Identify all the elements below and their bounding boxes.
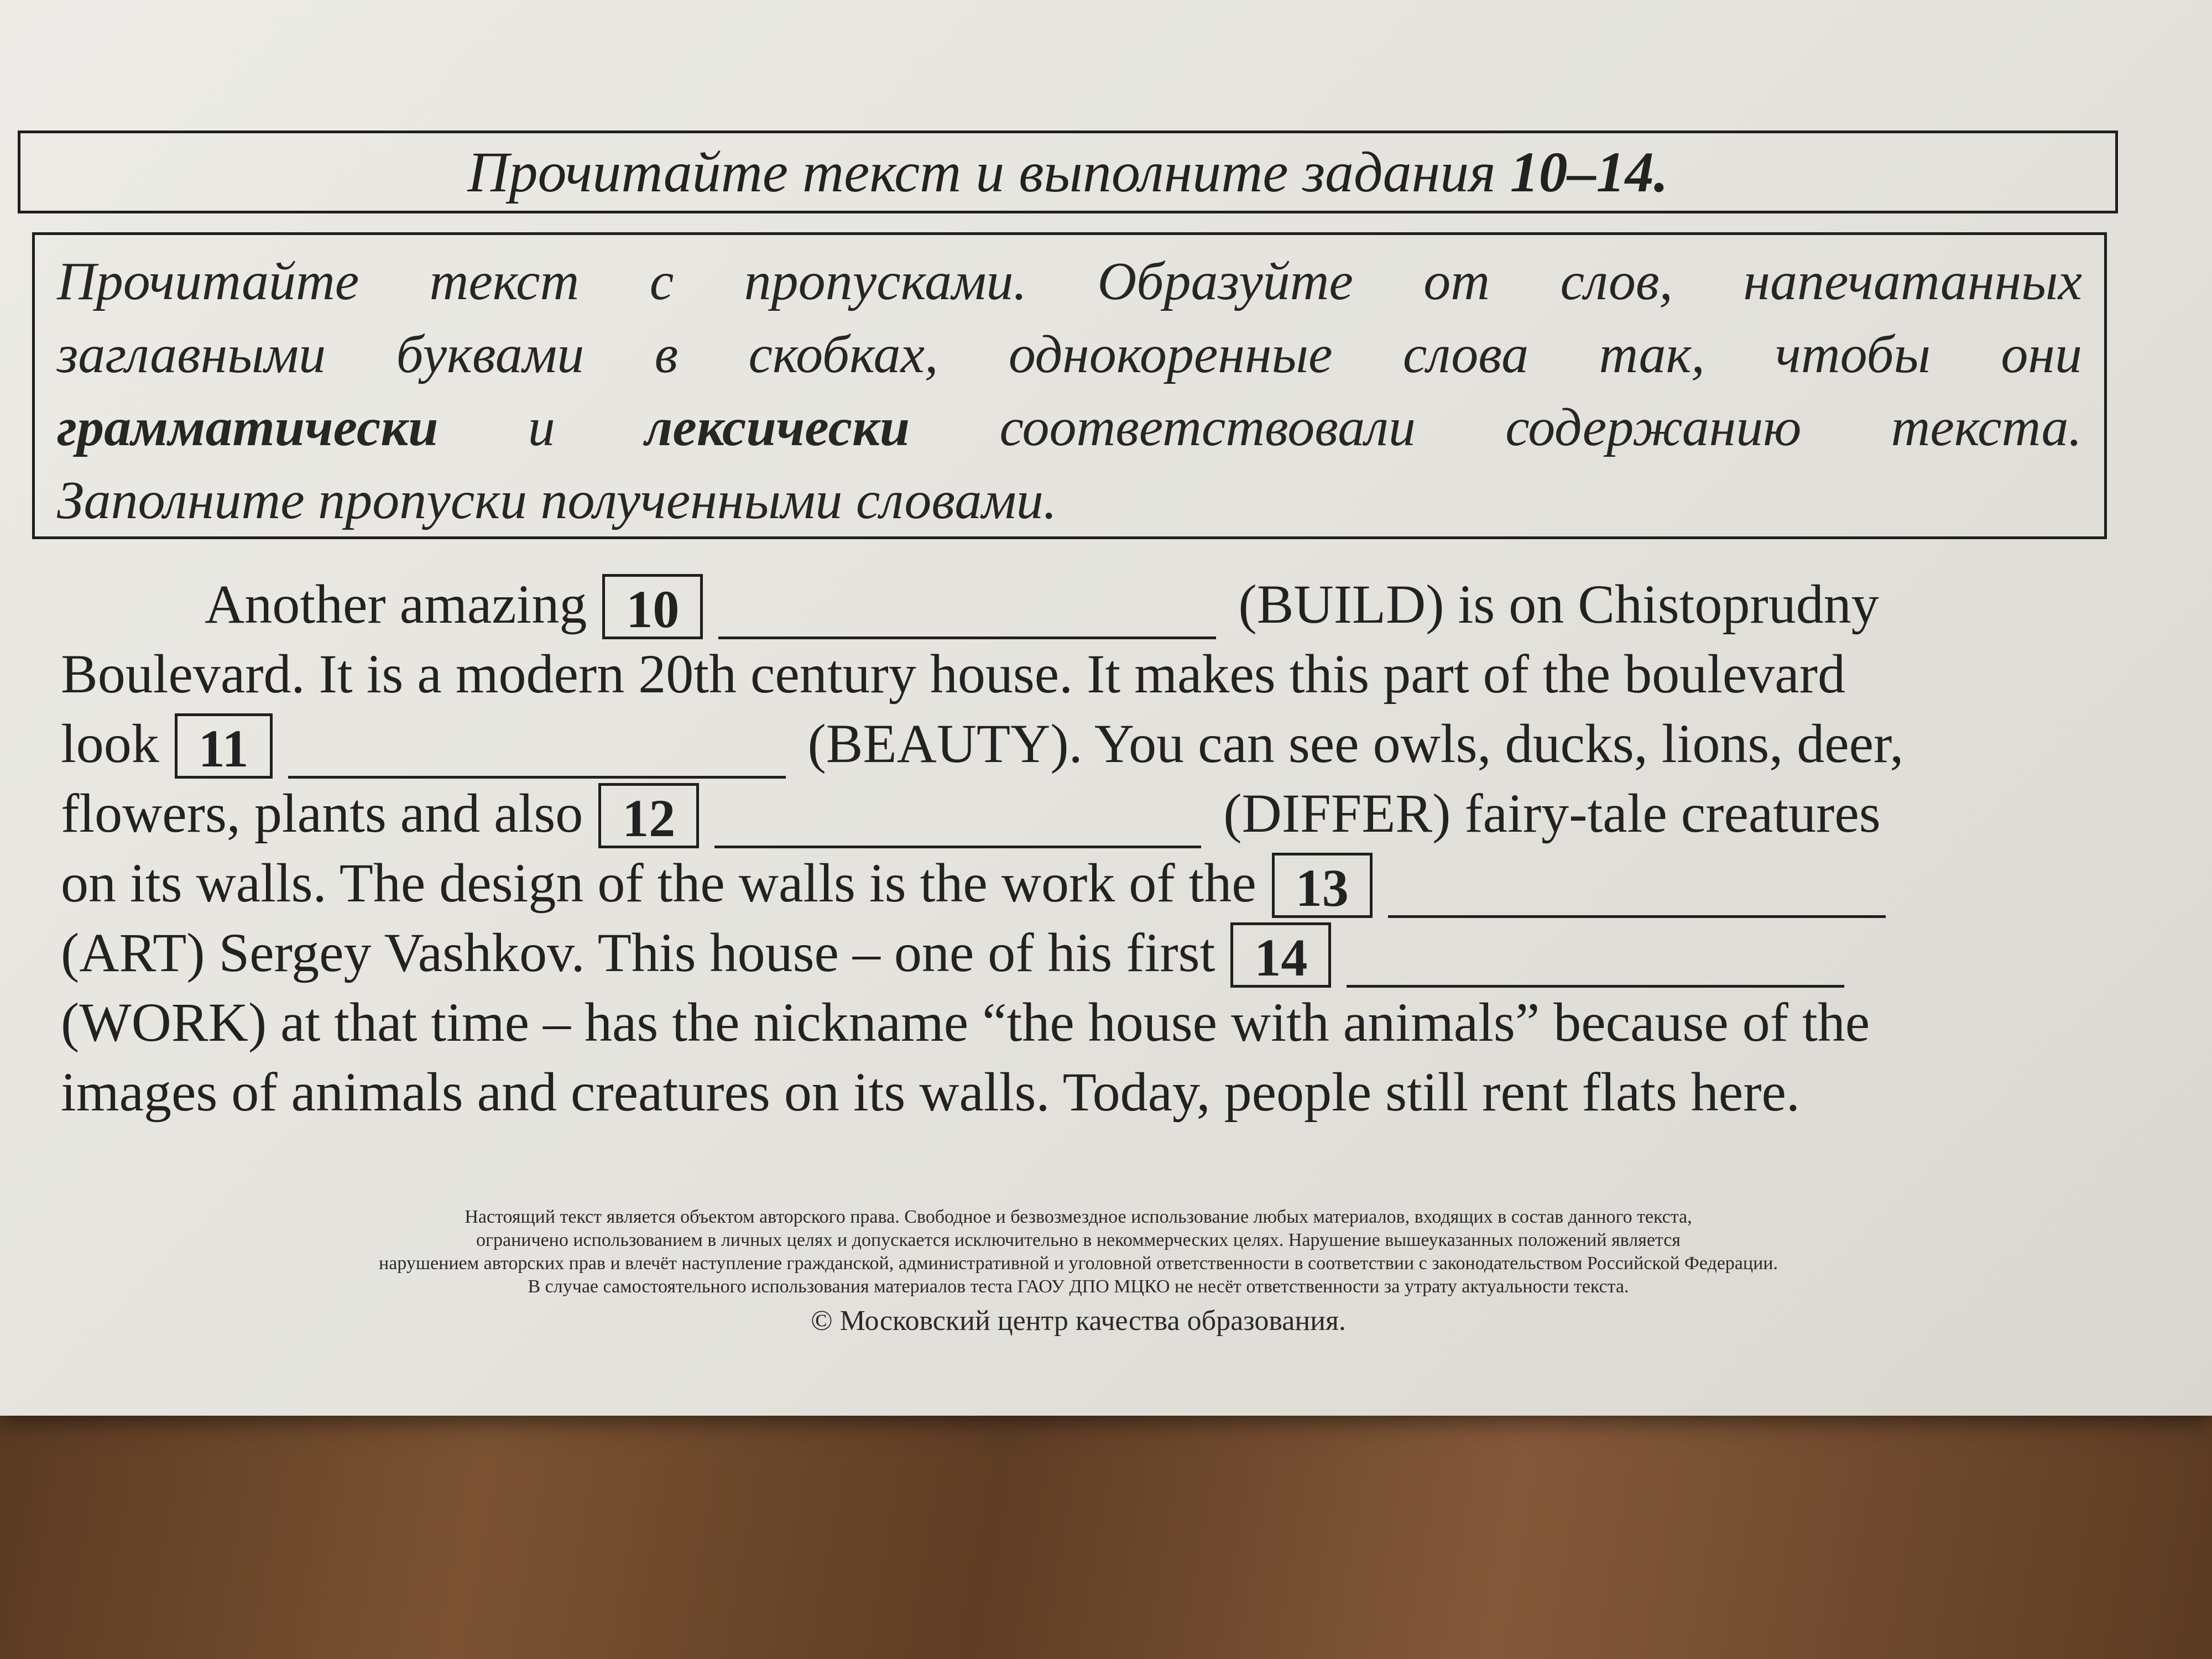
instructions-line-4: Заполните пропуски полученными словами. — [57, 471, 1057, 530]
task-number-14: 14 — [1230, 922, 1331, 988]
task-number-10: 10 — [602, 574, 703, 639]
task-range: 10–14. — [1510, 140, 1668, 204]
passage-text: on its walls. The design of the walls is the work of the — [61, 852, 1256, 914]
instructions-bold-grammar: грамматически — [57, 398, 439, 457]
copyright-notice: © Московский центр качества образования. — [811, 1305, 1346, 1337]
passage-line-1 — [61, 570, 2052, 639]
passage-text: (ART) Sergey Vashkov. This house – one of his first — [61, 922, 1215, 983]
reading-passage — [61, 570, 2052, 1127]
passage-text: (DIFFER) fairy-tale creatures — [1223, 782, 1881, 844]
answer-blank-10[interactable] — [718, 592, 1216, 639]
passage-text: flowers, plants and also — [61, 782, 583, 844]
instructions-line-3-rest: соответствовали содержанию текста. — [999, 398, 2083, 457]
passage-line-2 — [61, 639, 2052, 709]
passage-line-5 — [61, 848, 2052, 918]
footer-line-4: В случае самостоятельного использования материалов теста ГАОУ ДПО МЦКО не несёт ответственности за утрату актуальности текста. — [528, 1276, 1629, 1297]
passage-line-8 — [61, 1057, 2052, 1127]
footer-line-3: нарушением авторских прав и влечёт наступление гражданской, административной и уголовной ответственности в соответствии с законодательством Российской Федерации. — [379, 1253, 1778, 1274]
passage-text: images of animals and creatures on its walls. Today, people still rent flats here. — [61, 1061, 1800, 1123]
task-number-12: 12 — [598, 783, 699, 848]
task-number-13: 13 — [1272, 853, 1373, 918]
instructions-box — [32, 232, 2107, 539]
task-header — [18, 131, 2118, 213]
footer-line-1: Настоящий текст является объектом авторского права. Свободное и безвозмездное использование любых материалов, входящих в состав данного текста, — [465, 1207, 1692, 1227]
answer-blank-14[interactable] — [1347, 941, 1844, 988]
passage-text: (BEAUTY). You can see owls, ducks, lions, deer, — [807, 713, 1904, 774]
footer-line-2: ограничено использованием в личных целях и допускается исключительно в некоммерческих целях. Нарушение вышеуказанных положений является — [476, 1230, 1681, 1250]
instructions-and: и — [528, 398, 555, 457]
passage-text: Another amazing — [205, 573, 587, 635]
passage-line-4 — [61, 779, 2052, 848]
passage-line-6 — [61, 918, 2052, 988]
instructions-line-2: заглавными буквами в скобках, однокоренные слова так, чтобы они — [57, 325, 2082, 384]
answer-blank-12[interactable] — [714, 801, 1201, 848]
passage-text: (WORK) at that time – has the nickname “the house with animals” because of the — [61, 992, 1870, 1053]
answer-blank-13[interactable] — [1388, 871, 1886, 918]
instructions-line-3 — [57, 391, 2082, 464]
answer-blank-11[interactable] — [288, 732, 786, 779]
task-number-11: 11 — [175, 713, 273, 779]
passage-text: (BUILD) is on Chistoprudny — [1238, 573, 1879, 635]
copyright-footer — [138, 1206, 2018, 1340]
passage-text: Boulevard. It is a modern 20th century house. It makes this part of the boulevard — [61, 643, 1845, 705]
passage-line-7 — [61, 988, 2052, 1057]
task-header-text: Прочитайте текст и выполните задания — [467, 140, 1496, 204]
instructions-bold-lexical: лексически — [645, 398, 910, 457]
instructions-line-1: Прочитайте текст с пропусками. Образуйте от слов, напечатанных — [57, 252, 2082, 311]
passage-line-3 — [61, 709, 2052, 779]
passage-text: look — [61, 713, 159, 774]
